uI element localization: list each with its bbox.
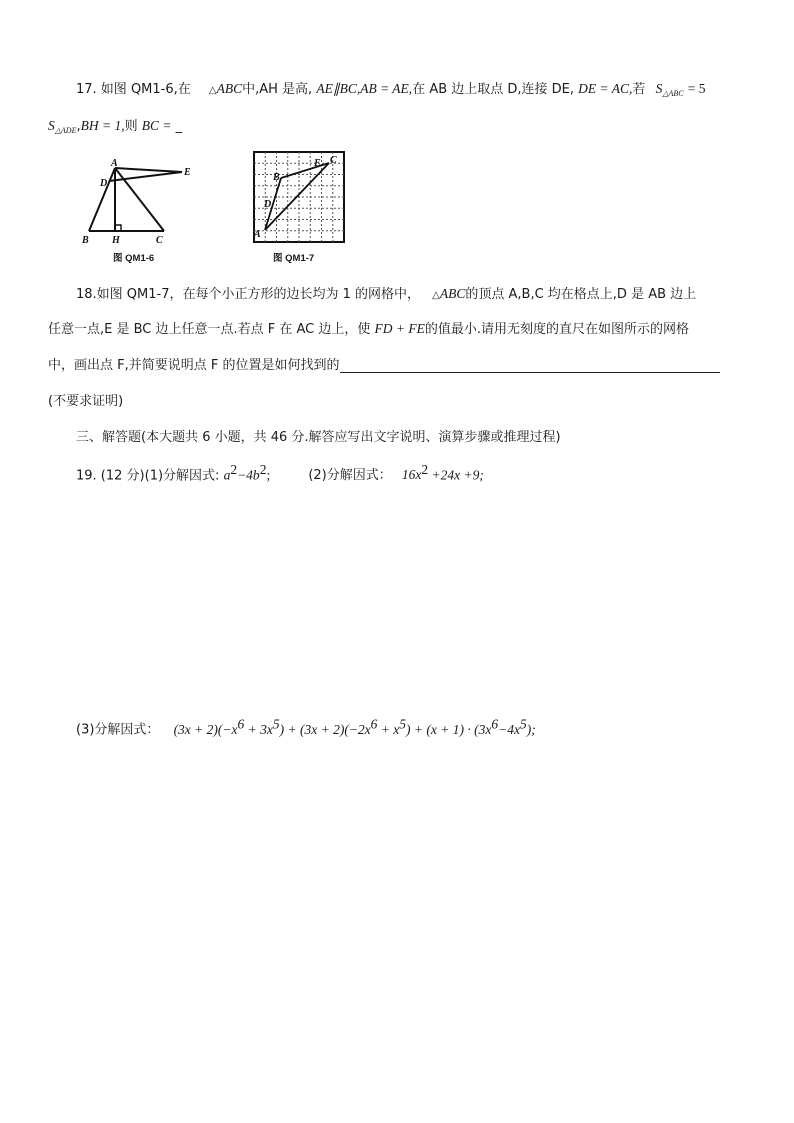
q17-bh-value: BH = 1, <box>80 118 125 133</box>
q17-condition-de-ac: DE = AC, <box>578 81 633 96</box>
label-d: D <box>264 199 272 210</box>
q19-part1-b: −4b <box>237 467 260 483</box>
q18-line1 <box>76 283 696 302</box>
segment-ae <box>115 168 182 172</box>
label-a: A <box>111 158 118 169</box>
area-subscript-ade: △ADE <box>54 126 77 135</box>
triangle-symbol: △ <box>208 85 217 96</box>
q19-part2-a: 16x <box>401 467 422 483</box>
q18-line2 <box>48 318 689 337</box>
label-c: C <box>156 235 163 246</box>
q17-text-then: 则 <box>124 119 138 134</box>
answer-line[interactable] <box>340 358 720 373</box>
q17-text-if: 若 <box>632 82 646 97</box>
triangle-abc: ABC <box>216 81 243 96</box>
q19-part2-rest: +24x +9; <box>428 467 484 483</box>
area-symbol: S <box>655 81 663 96</box>
q17-text-point-d: 在 AB 边上取点 D,连接 DE, <box>412 82 575 97</box>
label-b: B <box>82 235 89 246</box>
q19-part1-label: 19. (12 分)(1)分解因式: <box>76 468 220 484</box>
q18-no-proof: (不要求证明) <box>48 394 124 409</box>
figure-qm1-6 <box>78 155 208 247</box>
figure-caption-qm1-6: 图 QM1-6 <box>113 253 155 264</box>
q17-bc-ask: BC = <box>141 118 172 133</box>
q17-intro: 17. 如图 QM1-6,在 <box>76 82 191 97</box>
exponent: 2 <box>421 462 429 477</box>
semicolon: ; <box>266 467 271 483</box>
label-c: C <box>330 155 337 166</box>
section-heading: 三、解答题(本大题共 6 小题，共 46 分.解答应写出文字说明、演算步骤或推理过程) <box>76 430 561 445</box>
area-symbol: S <box>48 118 55 133</box>
q18-text-points: 任意一点,E 是 BC 边上任意一点.若点 F 在 AC 边上，使 <box>48 322 371 337</box>
triangle-abc: ABC <box>439 286 466 301</box>
q18-text-minimum: 的值最小.请用无刻度的直尺在如图所示的网格 <box>424 322 690 337</box>
label-d: D <box>100 178 108 189</box>
q18-expression: FD + FE <box>374 321 425 336</box>
q18-text-draw: 中，画出点 F,并简要说明点 F 的位置是如何找到的 <box>48 358 340 373</box>
figure-qm1-7 <box>249 148 349 248</box>
q19-part3 <box>76 716 536 738</box>
q19-part2-label: (2)分解因式： <box>308 468 392 484</box>
q17-condition-ae-bc: AE∥BC,AB = AE, <box>316 81 413 96</box>
label-e: E <box>314 158 321 169</box>
q19-part1-a: a <box>223 467 231 483</box>
exponent: 2 <box>259 462 267 477</box>
q17-comma: , <box>76 119 81 134</box>
q19-part3-expr: $(3x + 2)(-x^6 + 3x^5) + (3x + 2)(-2x^6 + x^5) + (x + 1) \cdot (3x^6-4x^5)$; <box>173 716 536 737</box>
q17-text-altitude: 中,AH 是高, <box>242 82 313 97</box>
figure-caption-qm1-7: 图 QM1-7 <box>273 253 315 264</box>
q18-line4 <box>48 390 123 409</box>
label-h: H <box>112 235 120 246</box>
q18-line3 <box>48 354 720 373</box>
area-value: = 5 <box>687 81 706 96</box>
label-e: E <box>184 167 191 178</box>
label-a: A <box>254 229 261 240</box>
q18-intro: 18.如图 QM1-7，在每个小正方形的边长均为 1 的网格中， <box>76 287 421 302</box>
area-subscript-abc: △ABC <box>662 89 684 98</box>
q17-line1 <box>76 78 705 98</box>
q18-text-vertices: 的顶点 A,B,C 均在格点上,D 是 AB 边上 <box>465 287 697 302</box>
q19-part3-label: (3)分解因式： <box>76 722 160 738</box>
triangle-symbol: △ <box>432 290 440 301</box>
answer-blank[interactable]: _ <box>175 119 183 134</box>
label-b: B <box>273 172 280 183</box>
exponent: 2 <box>230 462 238 477</box>
q19-line1 <box>76 462 484 483</box>
q17-line2 <box>48 115 182 135</box>
